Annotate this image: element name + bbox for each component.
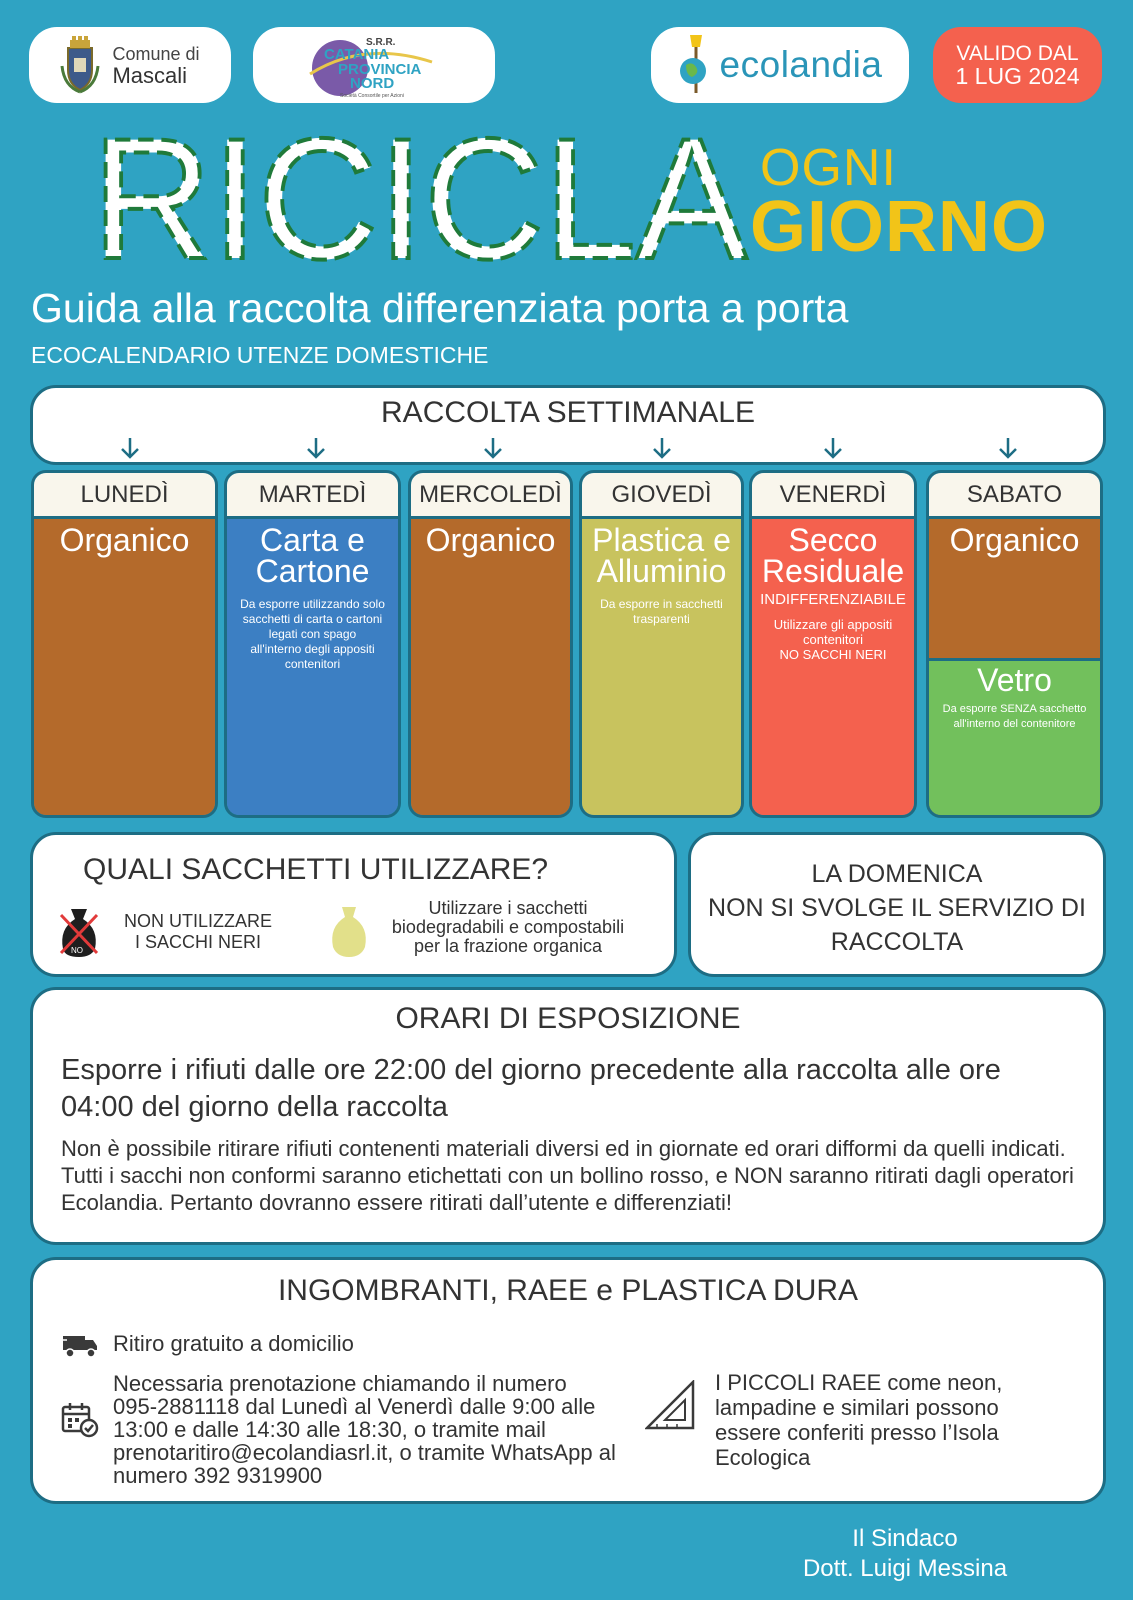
booking-text — [113, 1372, 616, 1487]
waste-note — [929, 702, 1100, 732]
text-line: per la frazione organica — [413, 936, 603, 956]
comune-name — [112, 44, 199, 86]
day-name: LUNEDÌ — [34, 473, 215, 519]
waste-carta — [227, 519, 398, 815]
waste-label: Alluminio — [596, 553, 727, 589]
orari-note-text: Non è possibile ritirare rifiuti contenenti materiali diversi ed in giornate ed orari difformi da quelli indicati. Tutti i sacchi non conformi saranno etichettati con un bollino rosso, e NON saranno ritirati dagli operatori Ecolandia. Pertanto dovranno essere ritirati dall’utente e differenziati! — [61, 1136, 1074, 1215]
text-line: prenotaritiro@ecolandiasrl.it, o tramite WhatsApp al — [113, 1440, 616, 1465]
bulky-waste-box — [30, 1257, 1106, 1504]
text-line: Necessaria prenotazione chiamando il numero — [113, 1371, 567, 1396]
bags-title: QUALI SACCHETTI UTILIZZARE? — [83, 853, 549, 886]
note-line: Da esporre utilizzando solo — [240, 597, 385, 611]
comune-line2: Mascali — [112, 63, 188, 88]
waste-label: Cartone — [255, 553, 370, 589]
srr-catania-logo — [253, 27, 495, 103]
note-line: all'interno del contenitore — [953, 718, 1076, 730]
text-line: numero 392 9319900 — [113, 1463, 323, 1488]
note-line: trasparenti — [633, 612, 690, 626]
waste-label: Carta e — [260, 522, 365, 558]
waste-label: Plastica e — [592, 522, 731, 558]
waste-organico — [929, 519, 1100, 815]
coat-of-arms-icon — [60, 36, 100, 94]
waste-vetro — [929, 658, 1100, 815]
note-line: all'interno degli appositi — [250, 642, 375, 656]
weekly-collection-header — [30, 385, 1106, 465]
ecolandia-wordmark: ecolandia — [719, 44, 883, 85]
ogni-text: OGNI — [760, 139, 897, 197]
arrow-down-icon — [650, 436, 674, 460]
day-column-tuesday — [224, 470, 401, 818]
ecocalendar-subtitle: ECOCALENDARIO UTENZE DOMESTICHE — [31, 342, 489, 368]
svg-text:Società Consortile per Azioni: Società Consortile per Azioni — [340, 93, 404, 99]
day-name: SABATO — [929, 473, 1100, 519]
text-line: biodegradabili e compostabili — [391, 917, 625, 937]
comune-line1: Comune di — [112, 44, 200, 64]
comune-mascali-logo — [29, 27, 231, 103]
waste-note — [758, 617, 908, 662]
svg-text:PROVINCIA: PROVINCIA — [338, 61, 422, 78]
svg-text:CATANIA: CATANIA — [324, 46, 390, 63]
no-black-bags-text — [118, 911, 278, 953]
day-name: VENERDÌ — [752, 473, 914, 519]
orari-title: ORARI DI ESPOSIZIONE — [395, 1002, 741, 1035]
valid-line1: VALIDO DAL — [956, 42, 1079, 65]
globe-broom-icon — [678, 35, 712, 95]
giorno-text: GIORNO — [750, 187, 1049, 267]
day-column-monday — [31, 470, 218, 818]
text-line: NON UTILIZZARE — [123, 911, 272, 931]
note-line: Utilizzare gli appositi — [773, 617, 893, 632]
no-label: NO — [71, 946, 83, 955]
day-column-thursday — [579, 470, 744, 818]
waste-note — [233, 597, 392, 672]
ecolandia-logo — [651, 27, 909, 103]
day-column-friday — [749, 470, 917, 818]
waste-label: Vetro — [977, 662, 1052, 698]
waste-label: Organico — [59, 522, 190, 558]
waste-organico — [411, 519, 570, 815]
note-line: legati con spago — [268, 627, 357, 641]
note-line: Da esporre in sacchetti — [600, 597, 723, 611]
mayor-signature — [780, 1524, 1030, 1584]
srr-logo-graphic — [304, 30, 444, 100]
arrow-down-icon — [821, 436, 845, 460]
text-line: Utilizzare i sacchetti — [428, 898, 588, 918]
sunday-notice-box — [688, 832, 1106, 977]
day-name: MARTEDÌ — [227, 473, 398, 519]
bags-info-box — [30, 832, 677, 977]
waste-secco — [752, 519, 914, 815]
text-line: 13:00 e dalle 14:30 alle 18:30, o tramite mail — [113, 1417, 546, 1442]
valid-line2: 1 LUG 2024 — [955, 63, 1080, 89]
black-bag-no-icon — [57, 905, 101, 959]
valid-from-badge — [933, 27, 1102, 103]
ingombranti-title: INGOMBRANTI, RAEE e PLASTICA DURA — [277, 1274, 859, 1307]
day-column-wednesday — [408, 470, 573, 818]
waste-label: Secco — [788, 522, 878, 558]
arrow-down-icon — [118, 436, 142, 460]
signature-name: Dott. Luigi Messina — [802, 1555, 1008, 1582]
weekly-title: RACCOLTA SETTIMANALE — [381, 396, 755, 429]
text-line: NON SI SVOLGE IL SERVIZIO DI — [708, 893, 1086, 922]
exposure-hours-box — [30, 987, 1106, 1245]
guide-subtitle: Guida alla raccolta differenziata porta a porta — [31, 285, 849, 331]
ricicla-title — [92, 108, 752, 283]
compostable-bags-text — [383, 899, 633, 956]
waste-note — [588, 597, 735, 627]
compostable-bag-icon — [329, 905, 369, 959]
text-line: I PICCOLI RAEE come neon, — [715, 1370, 1003, 1395]
text-line: I SACCHI NERI — [134, 932, 262, 952]
waste-sublabel: INDIFFERENZIABILE — [760, 591, 906, 608]
arrow-down-icon — [304, 436, 328, 460]
waste-label: Organico — [949, 522, 1080, 558]
text-line: RACCOLTA — [830, 927, 964, 956]
small-raee-text — [715, 1370, 1002, 1470]
text-line: essere conferiti presso l’Isola — [715, 1420, 999, 1445]
text-line: Ecologica — [715, 1445, 811, 1470]
truck-icon — [61, 1332, 99, 1358]
note-line: NO SACCHI NERI — [779, 647, 887, 662]
day-name: GIOVEDÌ — [582, 473, 741, 519]
signature-title: Il Sindaco — [852, 1525, 958, 1552]
note-line: sacchetti di carta o cartoni — [242, 612, 383, 626]
note-line: Da esporre SENZA sacchetto — [942, 703, 1087, 715]
calendar-check-icon — [61, 1402, 99, 1438]
free-pickup-text: Ritiro gratuito a domicilio — [113, 1331, 354, 1356]
waste-plastica — [582, 519, 741, 815]
note-line: contenitori — [284, 657, 341, 671]
arrow-down-icon — [481, 436, 505, 460]
day-name: MERCOLEDÌ — [411, 473, 570, 519]
ricicla-text: RICICLA — [92, 108, 748, 283]
arrow-down-icon — [996, 436, 1020, 460]
text-line: 095-2881118 dal Lunedì al Venerdì dalle 9:00 alle — [113, 1394, 596, 1419]
set-square-icon — [645, 1380, 697, 1432]
svg-text:NORD: NORD — [350, 75, 395, 92]
waste-label: Organico — [425, 522, 556, 558]
waste-label: Residuale — [761, 553, 905, 589]
note-line: contenitori — [803, 632, 863, 647]
waste-organico — [34, 519, 215, 815]
svg-text:S.R.R.: S.R.R. — [366, 37, 396, 48]
text-line: lampadine e similari possono — [715, 1395, 999, 1420]
day-column-saturday — [926, 470, 1103, 818]
text-line: LA DOMENICA — [811, 859, 983, 888]
orari-main-text: Esporre i rifiuti dalle ore 22:00 del giorno precedente alla raccolta alle ore 04:00 del giorno della raccolta — [61, 1054, 1001, 1123]
